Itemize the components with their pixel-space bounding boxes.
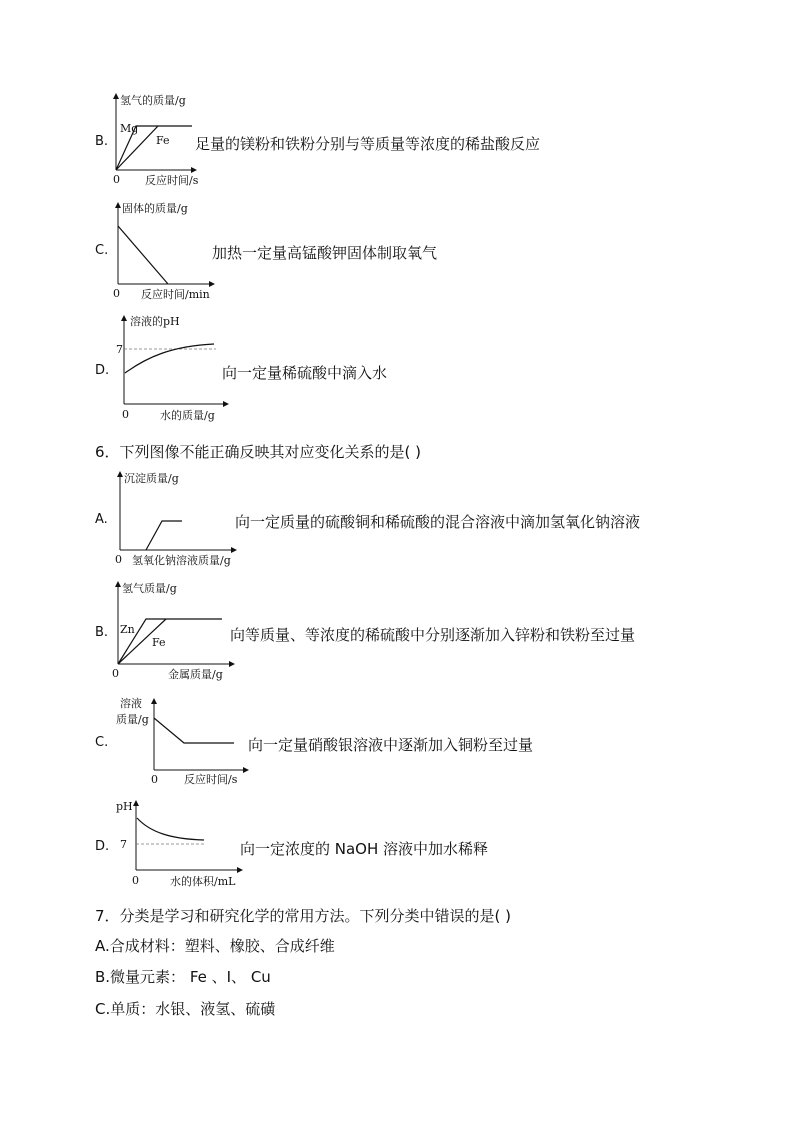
curve-label-zn: Zn <box>120 623 135 636</box>
option-desc: 向一定浓度的 NaOH 溶液中加水稀释 <box>240 840 489 858</box>
y-axis-label-line1: 溶液 <box>120 697 142 710</box>
x-axis-arrow <box>243 767 249 773</box>
ph-water-graph <box>112 312 230 426</box>
ph-curve <box>125 344 214 373</box>
y-axis-arrow <box>115 202 121 208</box>
question-7-stem: 7．分类是学习和研究化学的常用方法。下列分类中错误的是( ) <box>95 907 512 925</box>
curve-label-fe: Fe <box>152 636 166 649</box>
option-letter: C. <box>95 243 109 258</box>
y-axis-label: 氢气的质量/g <box>120 94 186 107</box>
origin-label: 0 <box>112 667 119 680</box>
question-6-stem: 6．下列图像不能正确反映其对应变化关系的是( ) <box>95 443 422 461</box>
y-axis-label: 溶液的pH <box>130 315 180 328</box>
option-desc: 足量的镁粉和铁粉分别与等质量等浓度的稀盐酸反应 <box>195 135 541 153</box>
precipitate-line <box>146 521 182 550</box>
option-letter: B. <box>95 625 109 640</box>
origin-label: 0 <box>113 173 120 186</box>
x-axis-label: 水的体积/mL <box>170 875 236 888</box>
y-axis-label-line2: 质量/g <box>116 713 149 726</box>
y-axis-arrow <box>117 471 123 477</box>
option-letter: C. <box>95 735 109 750</box>
x-axis-arrow <box>191 167 197 173</box>
x-axis-label: 金属质量/g <box>168 668 223 681</box>
origin-label: 0 <box>115 553 122 566</box>
x-axis-arrow <box>237 867 243 873</box>
y-axis-arrow <box>151 698 157 704</box>
ref-label: 7 <box>116 343 123 356</box>
curve-label-mg: Mg <box>120 122 139 135</box>
option-desc: 加热一定量高锰酸钾固体制取氧气 <box>212 244 438 262</box>
hydrogen-mass-graph <box>108 90 198 188</box>
x-axis-label: 水的质量/g <box>160 409 215 422</box>
y-axis-label: 固体的质量/g <box>122 202 188 215</box>
option-desc: 向一定质量的硫酸铜和稀硫酸的混合溶液中滴加氢氧化钠溶液 <box>235 513 641 531</box>
y-axis-arrow <box>121 315 127 321</box>
origin-label: 0 <box>151 773 158 786</box>
x-axis-arrow <box>223 401 229 407</box>
origin-label: 0 <box>122 408 129 421</box>
x-axis-arrow <box>229 661 235 667</box>
y-axis-label: 沉淀质量/g <box>124 472 179 485</box>
x-axis-label: 反应时间/s <box>145 174 198 187</box>
hydrogen-mass-metal-graph <box>108 578 238 682</box>
ref-label: 7 <box>120 838 127 851</box>
y-axis-label: 氢气质量/g <box>122 582 177 595</box>
curve-label-fe: Fe <box>156 134 170 147</box>
origin-label: 0 <box>132 874 139 887</box>
origin-label: 0 <box>113 287 120 300</box>
option-letter: D. <box>95 839 110 854</box>
solid-mass-line <box>118 226 168 284</box>
solution-mass-line <box>154 718 234 743</box>
ph-dilution-graph <box>112 796 246 894</box>
x-axis-label: 反应时间/s <box>184 773 238 786</box>
option-desc: 向一定量稀硫酸中滴入水 <box>222 364 388 382</box>
x-axis-label: 氢氧化钠溶液质量/g <box>132 554 231 567</box>
x-axis-arrow <box>231 547 237 553</box>
option-desc: 向一定量硝酸银溶液中逐渐加入铜粉至过量 <box>248 736 534 754</box>
y-axis-arrow <box>133 800 139 806</box>
q7-option-b: B.微量元素： Fe 、I、 Cu <box>95 968 271 986</box>
x-axis-label: 反应时间/min <box>141 288 210 301</box>
y-axis-label: pH <box>116 800 133 813</box>
y-axis-arrow <box>115 581 121 587</box>
option-letter: B. <box>95 134 109 149</box>
q7-option-a: A.合成材料：塑料、橡胶、合成纤维 <box>95 937 335 955</box>
solid-mass-graph <box>108 198 218 302</box>
option-letter: A. <box>95 512 108 527</box>
option-letter: D. <box>95 363 110 378</box>
option-desc: 向等质量、等浓度的稀硫酸中分别逐渐加入锌粉和铁粉至过量 <box>230 626 636 644</box>
y-axis-arrow <box>113 93 119 99</box>
precipitate-mass-graph <box>110 468 242 568</box>
ph-curve <box>137 818 204 840</box>
solution-mass-graph <box>112 692 252 792</box>
q7-option-c: C.单质：水银、液氢、硫磺 <box>95 1000 276 1018</box>
x-axis-arrow <box>209 281 215 287</box>
